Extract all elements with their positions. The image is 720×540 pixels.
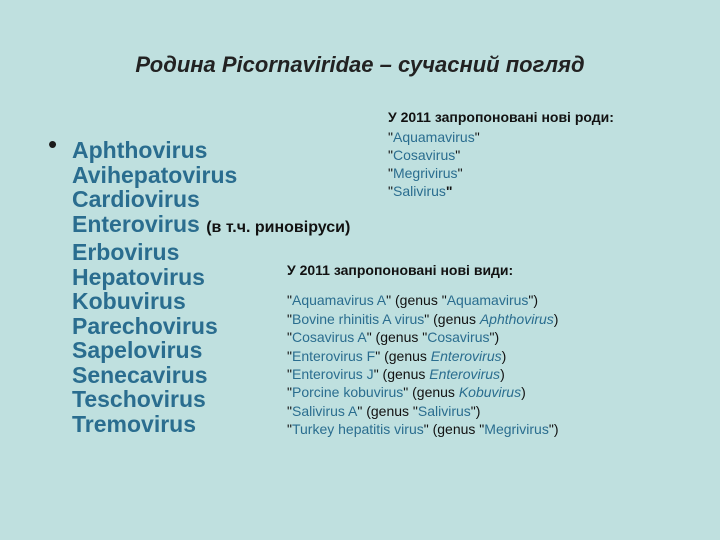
quote-mark: " xyxy=(373,366,383,383)
species-list xyxy=(287,291,559,438)
quote-mark: " xyxy=(386,292,396,309)
genus-note: (в т.ч. риновіруси) xyxy=(206,218,351,236)
quote-mark: " xyxy=(357,402,367,419)
species-item xyxy=(287,365,559,383)
closing-paren: ) xyxy=(500,366,505,383)
genus-item xyxy=(72,163,350,188)
quote-mark: " xyxy=(287,384,292,401)
genus-word: (genus xyxy=(375,329,423,346)
quote-mark: " xyxy=(422,329,428,346)
new-genus-item: "Salivirus" xyxy=(388,183,453,199)
new-genus-item: "Aquamavirus" xyxy=(388,129,480,145)
closing-paren: ) xyxy=(521,384,526,401)
closing-paren: ) xyxy=(501,347,507,364)
species-item xyxy=(287,328,559,346)
species-item xyxy=(287,420,559,438)
species-genus-name: Aquamavirus xyxy=(446,292,529,309)
slide-title: Родина Picornaviridae – сучасний погляд xyxy=(135,52,585,77)
closing-paren: ) xyxy=(494,329,500,346)
quote-mark: " xyxy=(403,384,413,401)
species-item xyxy=(287,383,559,401)
genus-name: Sapelovirus xyxy=(72,337,203,363)
species-name: Salivirus A xyxy=(291,402,358,419)
genus-name: Hepatovirus xyxy=(72,263,205,290)
species-name: Enterovirus J xyxy=(291,366,374,383)
quote-mark: " xyxy=(375,347,385,364)
species-genus-name: Kobuvirus xyxy=(458,384,522,401)
genus-name: Avihepatovirus xyxy=(72,161,238,188)
quote-mark: " xyxy=(424,310,434,327)
quote-mark: " xyxy=(548,421,554,438)
species-name: Porcine kobuvirus xyxy=(291,384,404,401)
quote-mark: " xyxy=(441,292,447,309)
quote-mark: " xyxy=(489,329,495,346)
quote-mark: " xyxy=(287,292,292,309)
new-species-box xyxy=(287,261,559,439)
quote-mark: " xyxy=(423,421,433,438)
closing-paren: ) xyxy=(533,292,539,309)
genus-word: (genus xyxy=(432,421,480,438)
genus-name: Erbovirus xyxy=(72,239,180,265)
genus-item xyxy=(72,138,350,163)
quote-mark: " xyxy=(287,366,292,383)
species-genus-name: Enterovirus xyxy=(430,347,502,364)
genus-word: (genus xyxy=(382,366,430,383)
species-name: Turkey hepatitis virus xyxy=(291,421,424,438)
genus-item xyxy=(72,212,350,241)
genus-name: Enterovirus xyxy=(72,210,200,237)
quote-mark: " xyxy=(412,402,418,419)
genus-name: Senecavirus xyxy=(72,361,208,388)
new-genus-name: Megrivirus xyxy=(392,165,458,181)
genus-word: (genus xyxy=(384,347,431,364)
quote-mark: " xyxy=(528,292,534,309)
species-genus-name: Aphthovirus xyxy=(479,310,554,327)
new-genus-name: Aquamavirus xyxy=(392,129,475,145)
closing-paren: ) xyxy=(475,402,481,419)
genus-item xyxy=(72,187,350,212)
species-item xyxy=(287,347,559,365)
closing-paren: ) xyxy=(553,421,559,438)
closing-paren: ) xyxy=(553,310,559,327)
genus-word: (genus xyxy=(395,292,442,309)
genus-word: (genus xyxy=(412,384,459,401)
quote-mark: " xyxy=(287,402,292,419)
genus-name: Cardiovirus xyxy=(72,186,200,212)
quote-mark: " xyxy=(287,347,292,364)
genus-name: Kobuvirus xyxy=(72,288,186,314)
species-name: Bovine rhinitis A virus xyxy=(291,310,425,327)
bullet-marker: • xyxy=(48,129,58,159)
quote-mark: " xyxy=(287,310,292,327)
species-name: Aquamavirus A xyxy=(291,292,387,309)
species-item xyxy=(287,291,559,309)
species-name: Cosavirus A xyxy=(291,329,367,346)
quote-mark: " xyxy=(470,402,476,419)
new-genera-heading: У 2011 запропоновані нові роди: xyxy=(388,109,614,125)
species-genus-name: Cosavirus xyxy=(427,329,490,346)
quote-mark: " xyxy=(287,329,292,346)
genus-name: Teschovirus xyxy=(72,386,206,412)
new-genus-item: "Megrivirus" xyxy=(388,165,463,181)
genus-word: (genus xyxy=(366,402,413,419)
species-item xyxy=(287,402,559,420)
genus-name: Tremovirus xyxy=(72,410,196,437)
species-genus-name: Enterovirus xyxy=(429,366,501,383)
genus-name: Aphthovirus xyxy=(72,137,208,163)
new-genus-name: Salivirus xyxy=(392,183,446,199)
new-species-heading: У 2011 запропоновані нові види: xyxy=(287,262,514,278)
species-item xyxy=(287,310,559,328)
genus-name: Parechovirus xyxy=(72,312,218,339)
new-genus-name: Cosavirus xyxy=(392,147,456,163)
quote-mark: " xyxy=(479,421,485,438)
species-genus-name: Salivirus xyxy=(417,402,471,419)
quote-mark: " xyxy=(287,421,292,438)
species-name: Enterovirus F xyxy=(291,347,376,364)
new-genera-box xyxy=(388,108,614,200)
species-genus-name: Megrivirus xyxy=(484,421,549,438)
quote-mark: " xyxy=(366,329,376,346)
genus-word: (genus xyxy=(433,310,480,327)
new-genus-item: "Cosavirus" xyxy=(388,147,461,163)
